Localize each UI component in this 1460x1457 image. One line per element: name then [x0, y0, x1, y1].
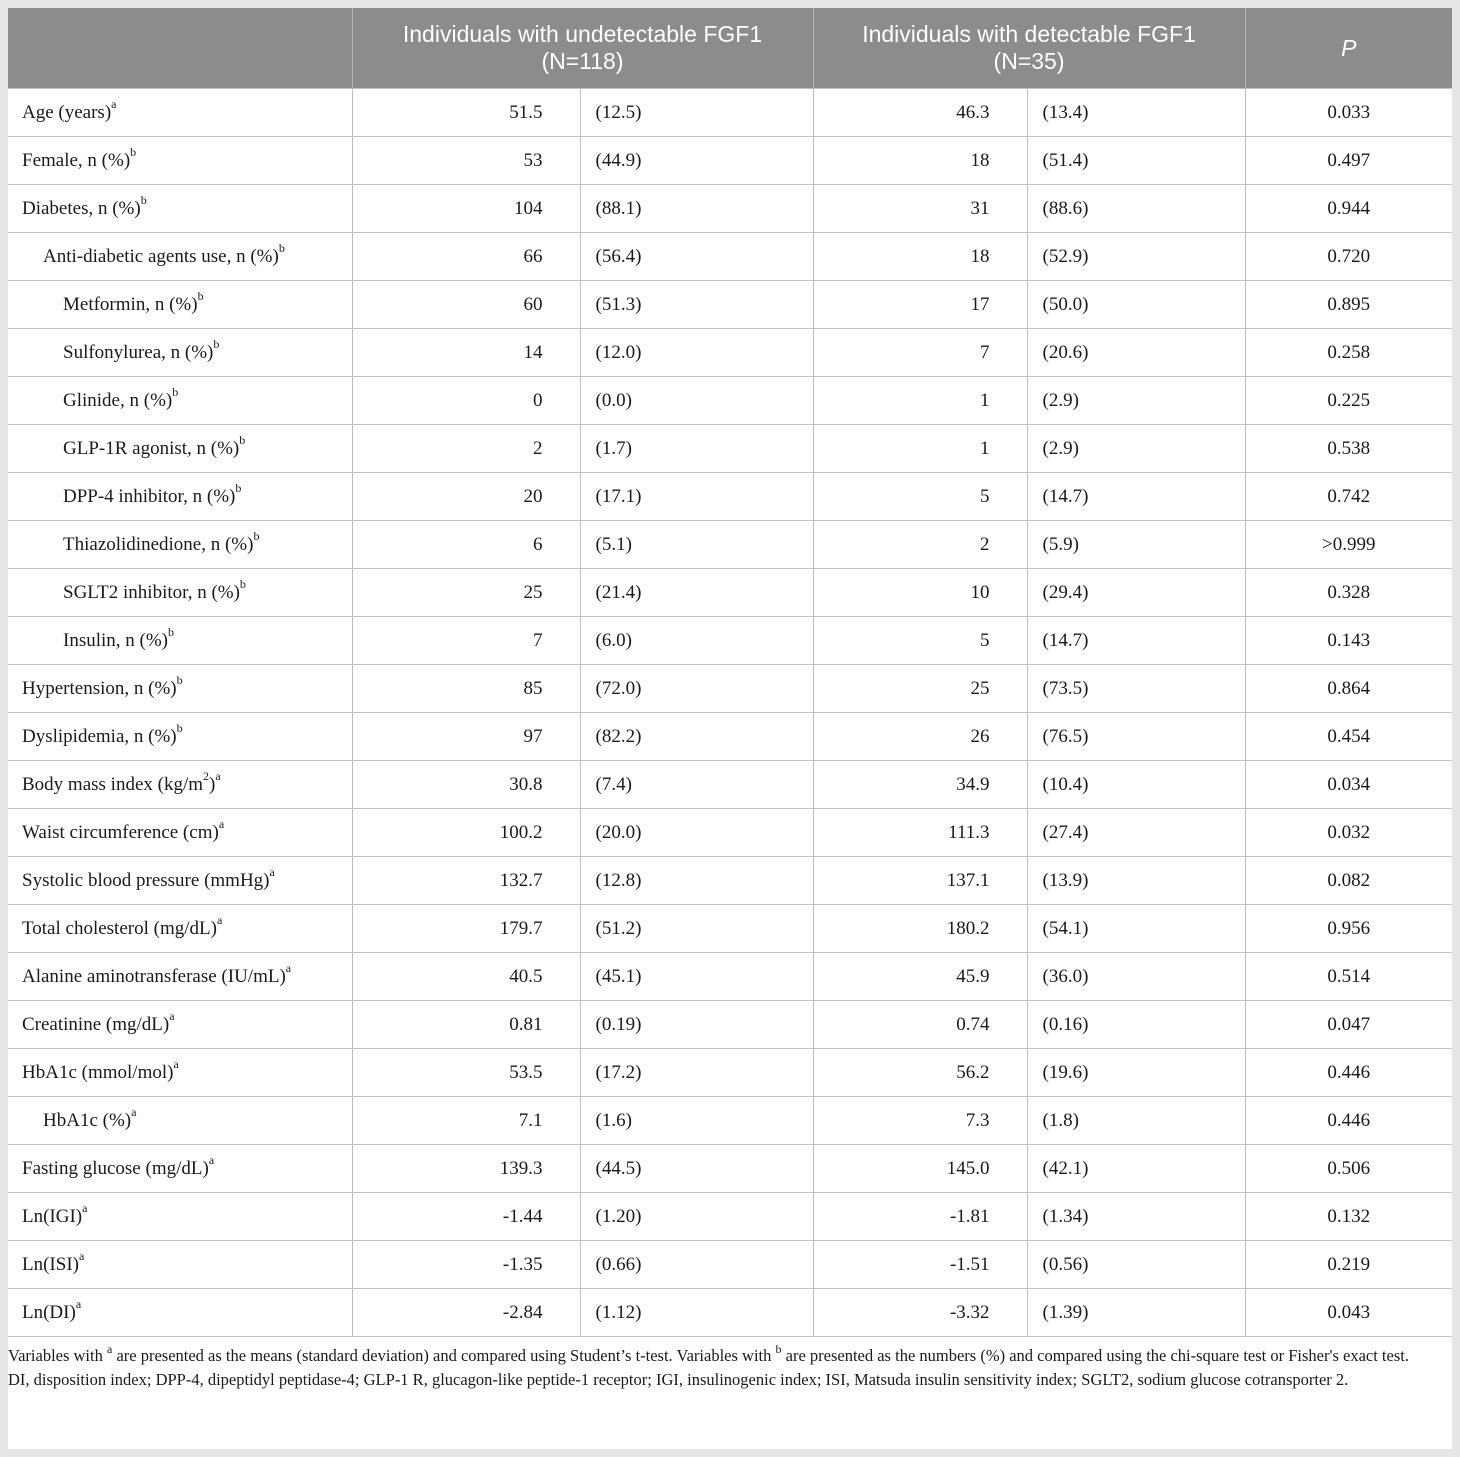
- undetectable-spread: (6.0): [580, 617, 813, 665]
- detectable-value: 111.3: [813, 809, 1027, 857]
- p-value: 0.895: [1245, 281, 1452, 329]
- footnote-methods: Variables with $^a$ are presented as the means (standard deviation) and compared using Student’s t-test. Variables with $^b$ are presented as the numbers (%) and compared using the chi-square test or Fisher's exact test.: [8, 1341, 1409, 1365]
- detectable-value: 18: [813, 233, 1027, 281]
- detectable-value: 5: [813, 473, 1027, 521]
- header-undetectable-fgf1: [352, 8, 813, 89]
- detectable-spread: (10.4): [1027, 761, 1245, 809]
- detectable-value: 56.2: [813, 1049, 1027, 1097]
- table-row: [8, 233, 1452, 281]
- table-row: [8, 1097, 1452, 1145]
- detectable-value: 145.0: [813, 1145, 1027, 1193]
- detectable-value: 26: [813, 713, 1027, 761]
- row-variable-label: Thiazolidinedione, n (%)$^b$: [8, 521, 352, 569]
- detectable-spread: (36.0): [1027, 953, 1245, 1001]
- detectable-value: -1.81: [813, 1193, 1027, 1241]
- baseline-characteristics-table: [8, 8, 1452, 1337]
- row-variable-label: Creatinine $(mg/dL)^a$: [8, 1001, 352, 1049]
- header-detectable-n: (N=35): [993, 48, 1065, 74]
- undetectable-value: 20: [352, 473, 580, 521]
- p-value: 0.043: [1245, 1289, 1452, 1337]
- table-row: [8, 1241, 1452, 1289]
- header-undetectable-title: Individuals with undetectable FGF1: [402, 21, 763, 47]
- table-page: [8, 8, 1452, 1449]
- row-variable-label: Fasting glucose $(mg/dL)^a$: [8, 1145, 352, 1193]
- p-value: 0.956: [1245, 905, 1452, 953]
- undetectable-spread: (12.5): [580, 89, 813, 137]
- row-variable-label: Hypertension, n (%)$^b$: [8, 665, 352, 713]
- table-row: [8, 137, 1452, 185]
- p-value: 0.225: [1245, 377, 1452, 425]
- table-row: [8, 617, 1452, 665]
- footnote-abbreviations: DI, disposition index; DPP-4, dipeptidyl peptidase-4; GLP-1 R, glucagon-like peptide-1 receptor; IGI, insulinogenic index; ISI, Matsuda insulin sensitivity index; SGLT2, sodium glucose cotransporter 2.: [8, 1370, 1349, 1389]
- detectable-value: 1: [813, 377, 1027, 425]
- undetectable-value: 85: [352, 665, 580, 713]
- row-variable-label: Ln(DI)$^a$: [8, 1289, 352, 1337]
- detectable-spread: (20.6): [1027, 329, 1245, 377]
- table-row: [8, 665, 1452, 713]
- table-row: [8, 1001, 1452, 1049]
- detectable-spread: (14.7): [1027, 473, 1245, 521]
- undetectable-spread: (12.8): [580, 857, 813, 905]
- undetectable-value: 53.5: [352, 1049, 580, 1097]
- undetectable-spread: (44.5): [580, 1145, 813, 1193]
- row-variable-label: GLP-1R agonist, n (%)$^b$: [8, 425, 352, 473]
- undetectable-value: 7.1: [352, 1097, 580, 1145]
- table-row: [8, 953, 1452, 1001]
- undetectable-value: 139.3: [352, 1145, 580, 1193]
- table-row: [8, 89, 1452, 137]
- undetectable-spread: (0.19): [580, 1001, 813, 1049]
- detectable-spread: (14.7): [1027, 617, 1245, 665]
- table-row: [8, 329, 1452, 377]
- header-undetectable-n: (N=118): [541, 48, 624, 74]
- detectable-spread: (73.5): [1027, 665, 1245, 713]
- undetectable-spread: (20.0): [580, 809, 813, 857]
- table-row: [8, 1193, 1452, 1241]
- undetectable-spread: (17.1): [580, 473, 813, 521]
- row-variable-label: Alanine aminotransferase $(IU/mL)^a$: [8, 953, 352, 1001]
- p-value: 0.219: [1245, 1241, 1452, 1289]
- p-value: 0.034: [1245, 761, 1452, 809]
- row-variable-label: Female, n (%)$^b$: [8, 137, 352, 185]
- detectable-value: 7: [813, 329, 1027, 377]
- undetectable-value: 25: [352, 569, 580, 617]
- header-detectable-fgf1: [813, 8, 1245, 89]
- p-value: 0.082: [1245, 857, 1452, 905]
- row-variable-label: Insulin, n (%)$^b$: [8, 617, 352, 665]
- undetectable-spread: (45.1): [580, 953, 813, 1001]
- p-value: 0.047: [1245, 1001, 1452, 1049]
- table-body: [8, 89, 1452, 1337]
- row-variable-label: Age (years)$^a$: [8, 89, 352, 137]
- table-row: [8, 521, 1452, 569]
- detectable-value: 46.3: [813, 89, 1027, 137]
- p-value: 0.258: [1245, 329, 1452, 377]
- detectable-spread: (0.16): [1027, 1001, 1245, 1049]
- p-value: >0.999: [1245, 521, 1452, 569]
- p-value: 0.538: [1245, 425, 1452, 473]
- table-row: [8, 185, 1452, 233]
- detectable-spread: (50.0): [1027, 281, 1245, 329]
- header-detectable-title: Individuals with detectable FGF1: [862, 21, 1196, 47]
- detectable-value: 180.2: [813, 905, 1027, 953]
- undetectable-value: 0: [352, 377, 580, 425]
- p-value: 0.864: [1245, 665, 1452, 713]
- table-row: [8, 281, 1452, 329]
- detectable-spread: (51.4): [1027, 137, 1245, 185]
- detectable-value: 18: [813, 137, 1027, 185]
- detectable-spread: (42.1): [1027, 1145, 1245, 1193]
- undetectable-spread: (17.2): [580, 1049, 813, 1097]
- undetectable-value: 132.7: [352, 857, 580, 905]
- header-p-value: P: [1245, 8, 1452, 89]
- p-value: 0.033: [1245, 89, 1452, 137]
- table-row: [8, 857, 1452, 905]
- undetectable-value: 97: [352, 713, 580, 761]
- detectable-spread: (13.9): [1027, 857, 1245, 905]
- detectable-spread: (2.9): [1027, 425, 1245, 473]
- row-variable-label: DPP-4 inhibitor, n (%)$^b$: [8, 473, 352, 521]
- p-value: 0.032: [1245, 809, 1452, 857]
- p-value: 0.454: [1245, 713, 1452, 761]
- detectable-spread: (54.1): [1027, 905, 1245, 953]
- undetectable-spread: (82.2): [580, 713, 813, 761]
- table-row: [8, 569, 1452, 617]
- undetectable-value: 100.2: [352, 809, 580, 857]
- detectable-spread: (52.9): [1027, 233, 1245, 281]
- p-value: 0.143: [1245, 617, 1452, 665]
- detectable-spread: (1.39): [1027, 1289, 1245, 1337]
- p-value: 0.514: [1245, 953, 1452, 1001]
- detectable-value: 34.9: [813, 761, 1027, 809]
- table-row: [8, 713, 1452, 761]
- detectable-spread: (19.6): [1027, 1049, 1245, 1097]
- detectable-spread: (88.6): [1027, 185, 1245, 233]
- undetectable-spread: (1.12): [580, 1289, 813, 1337]
- table-row: [8, 905, 1452, 953]
- row-variable-label: Body mass index $(kg/m^2)^a$: [8, 761, 352, 809]
- row-variable-label: Systolic blood pressure (mmHg)$^a$: [8, 857, 352, 905]
- row-variable-label: Waist circumference (cm)$^a$: [8, 809, 352, 857]
- header-variable: [8, 8, 352, 89]
- undetectable-spread: (1.7): [580, 425, 813, 473]
- undetectable-spread: (0.66): [580, 1241, 813, 1289]
- detectable-value: 31: [813, 185, 1027, 233]
- p-value: 0.446: [1245, 1097, 1452, 1145]
- undetectable-spread: (21.4): [580, 569, 813, 617]
- p-value: 0.446: [1245, 1049, 1452, 1097]
- detectable-spread: (27.4): [1027, 809, 1245, 857]
- detectable-spread: (0.56): [1027, 1241, 1245, 1289]
- undetectable-value: 6: [352, 521, 580, 569]
- row-variable-label: Total cholesterol $(mg/dL)^a$: [8, 905, 352, 953]
- detectable-value: 1: [813, 425, 1027, 473]
- undetectable-spread: (51.3): [580, 281, 813, 329]
- undetectable-spread: (12.0): [580, 329, 813, 377]
- undetectable-value: -1.44: [352, 1193, 580, 1241]
- undetectable-value: 40.5: [352, 953, 580, 1001]
- p-value: 0.742: [1245, 473, 1452, 521]
- undetectable-value: 66: [352, 233, 580, 281]
- detectable-spread: (76.5): [1027, 713, 1245, 761]
- p-value: 0.497: [1245, 137, 1452, 185]
- detectable-value: 5: [813, 617, 1027, 665]
- undetectable-value: 51.5: [352, 89, 580, 137]
- undetectable-spread: (44.9): [580, 137, 813, 185]
- undetectable-spread: (56.4): [580, 233, 813, 281]
- undetectable-value: 7: [352, 617, 580, 665]
- undetectable-value: 60: [352, 281, 580, 329]
- table-row: [8, 377, 1452, 425]
- p-value: 0.720: [1245, 233, 1452, 281]
- row-variable-label: Ln(IGI)$^a$: [8, 1193, 352, 1241]
- detectable-value: 10: [813, 569, 1027, 617]
- detectable-value: 2: [813, 521, 1027, 569]
- undetectable-spread: (1.20): [580, 1193, 813, 1241]
- undetectable-spread: (5.1): [580, 521, 813, 569]
- row-variable-label: Ln(ISI)$^a$: [8, 1241, 352, 1289]
- detectable-value: 7.3: [813, 1097, 1027, 1145]
- row-variable-label: Glinide, n (%)$^b$: [8, 377, 352, 425]
- table-row: [8, 1145, 1452, 1193]
- p-value: 0.132: [1245, 1193, 1452, 1241]
- table-row: [8, 761, 1452, 809]
- detectable-value: -3.32: [813, 1289, 1027, 1337]
- p-value: 0.944: [1245, 185, 1452, 233]
- detectable-value: 137.1: [813, 857, 1027, 905]
- row-variable-label: Anti-diabetic agents use, n (%)$^b$: [8, 233, 352, 281]
- detectable-spread: (1.8): [1027, 1097, 1245, 1145]
- detectable-value: 17: [813, 281, 1027, 329]
- detectable-spread: (2.9): [1027, 377, 1245, 425]
- table-row: [8, 809, 1452, 857]
- undetectable-value: 104: [352, 185, 580, 233]
- row-variable-label: HbA1c (%)$^a$: [8, 1097, 352, 1145]
- detectable-value: -1.51: [813, 1241, 1027, 1289]
- undetectable-spread: (51.2): [580, 905, 813, 953]
- row-variable-label: Metformin, n (%)$^b$: [8, 281, 352, 329]
- detectable-spread: (13.4): [1027, 89, 1245, 137]
- table-row: [8, 1049, 1452, 1097]
- detectable-value: 25: [813, 665, 1027, 713]
- undetectable-spread: (7.4): [580, 761, 813, 809]
- undetectable-value: 53: [352, 137, 580, 185]
- undetectable-value: 14: [352, 329, 580, 377]
- row-variable-label: HbA1c (mmol/mol)$^a$: [8, 1049, 352, 1097]
- undetectable-value: 0.81: [352, 1001, 580, 1049]
- p-value: 0.328: [1245, 569, 1452, 617]
- detectable-value: 45.9: [813, 953, 1027, 1001]
- table-row: [8, 425, 1452, 473]
- undetectable-value: 30.8: [352, 761, 580, 809]
- p-value: 0.506: [1245, 1145, 1452, 1193]
- undetectable-value: -2.84: [352, 1289, 580, 1337]
- undetectable-value: -1.35: [352, 1241, 580, 1289]
- undetectable-spread: (72.0): [580, 665, 813, 713]
- row-variable-label: SGLT2 inhibitor, n (%)$^b$: [8, 569, 352, 617]
- undetectable-spread: (88.1): [580, 185, 813, 233]
- detectable-spread: (1.34): [1027, 1193, 1245, 1241]
- row-variable-label: Dyslipidemia, n (%)$^b$: [8, 713, 352, 761]
- detectable-spread: (29.4): [1027, 569, 1245, 617]
- table-row: [8, 1289, 1452, 1337]
- table-row: [8, 473, 1452, 521]
- undetectable-value: 179.7: [352, 905, 580, 953]
- undetectable-spread: (0.0): [580, 377, 813, 425]
- undetectable-spread: (1.6): [580, 1097, 813, 1145]
- detectable-value: 0.74: [813, 1001, 1027, 1049]
- row-variable-label: Diabetes, n (%)$^b$: [8, 185, 352, 233]
- table-footnote: [8, 1337, 1452, 1392]
- table-header-row: [8, 8, 1452, 89]
- detectable-spread: (5.9): [1027, 521, 1245, 569]
- undetectable-value: 2: [352, 425, 580, 473]
- row-variable-label: Sulfonylurea, n (%)$^b$: [8, 329, 352, 377]
